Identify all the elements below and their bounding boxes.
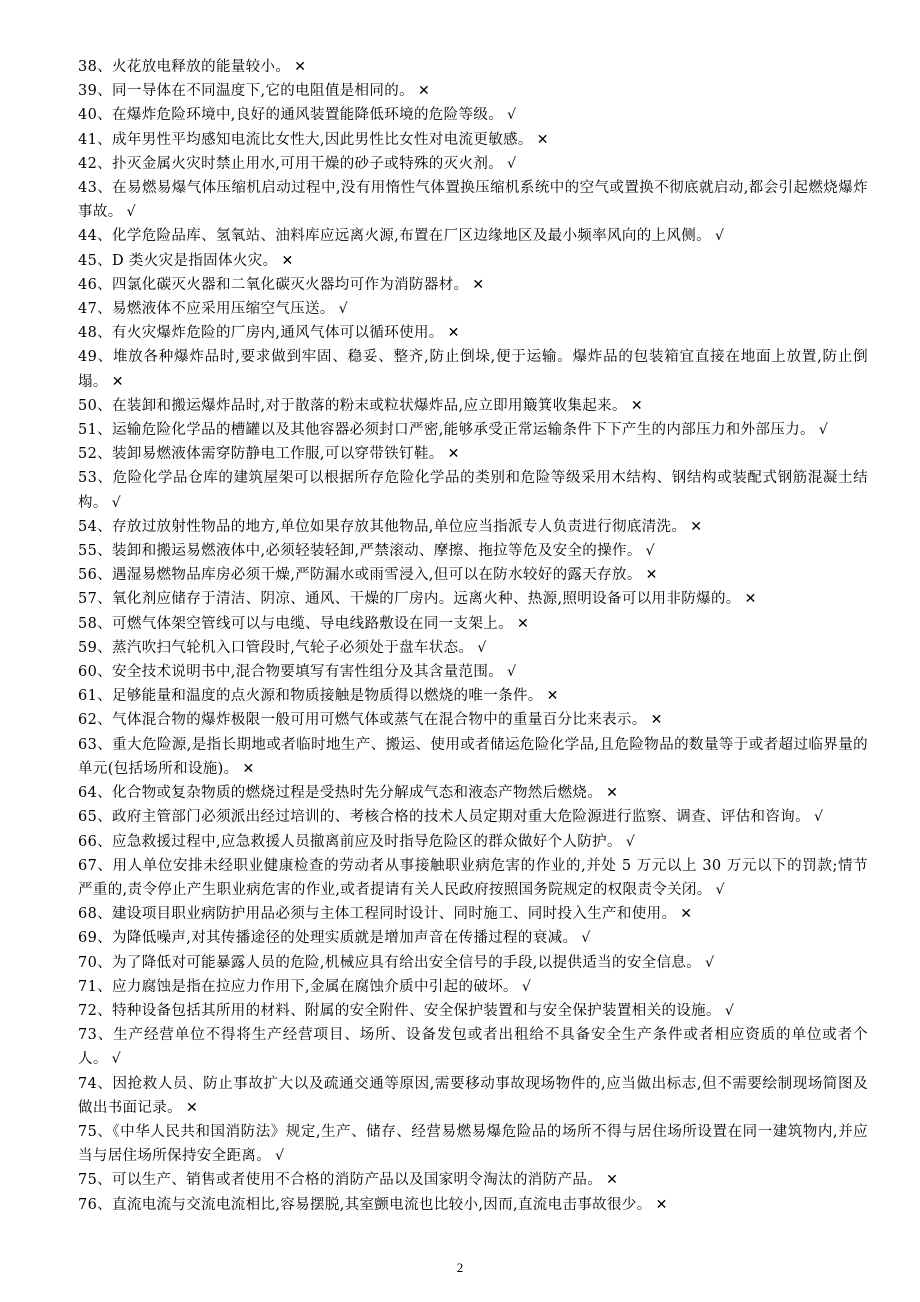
question-text: 39、同一导体在不同温度下,它的电阻值是相同的。 bbox=[78, 83, 414, 100]
question-item bbox=[78, 636, 868, 660]
question-text: 47、易燃液体不应采用压缩空气压送。 bbox=[78, 301, 335, 318]
question-item bbox=[78, 1120, 868, 1168]
question-text: 52、装卸易燃液体需穿防静电工作服,可以穿带铁钉鞋。 bbox=[78, 446, 444, 463]
question-text: 61、足够能量和温度的点火源和物质接触是物质得以燃烧的唯一条件。 bbox=[78, 688, 543, 705]
question-text: 75、《中华人民共和国消防法》规定,生产、储存、经营易燃易爆危险品的场所不得与居住场所设置在同一建筑物内,并应当与居住场所保持安全距离。 bbox=[78, 1123, 868, 1165]
question-text: 74、因抢救人员、防止事故扩大以及疏通交通等原因,需要移动事故现场物件的,应当做出标志,但不需要绘制现场简图及做出书面记录。 bbox=[78, 1075, 868, 1116]
incorrect-mark: ✕ bbox=[536, 131, 549, 148]
incorrect-mark: ✕ bbox=[630, 397, 643, 414]
question-item bbox=[78, 273, 868, 297]
question-text: 72、特种设备包括其所用的材料、附属的安全附件、安全保护装置和与安全保护装置相关的设施。 bbox=[78, 1002, 721, 1019]
question-text: 67、用人单位安排未经职业健康检查的劳动者从事接触职业病危害的作业的,并处 5 万元以上 30 万元以下的罚款;情节严重的,责令停止产生职业病危害的作业,或者提请有关人民政府按照国务院规定的权限责令关闭。 bbox=[78, 857, 868, 898]
question-text: 41、成年男性平均感知电流比女性大,因此男性比女性对电流更敏感。 bbox=[78, 131, 533, 148]
question-item bbox=[78, 951, 868, 975]
question-item bbox=[78, 55, 868, 79]
incorrect-mark: ✕ bbox=[650, 712, 663, 729]
correct-mark: √ bbox=[275, 1148, 285, 1165]
question-text: 73、生产经营单位不得将生产经营项目、场所、设备发包或者出租给不具备安全生产条件或者相应资质的单位或者个人。 bbox=[78, 1027, 868, 1068]
question-text: 58、可燃气体架空管线可以与电缆、导电线路敷设在同一支架上。 bbox=[78, 615, 513, 632]
question-text: 69、为降低噪声,对其传播途径的处理实质就是增加声音在传播过程的衰减。 bbox=[78, 930, 578, 947]
question-item bbox=[78, 128, 868, 152]
question-text: 49、堆放各种爆炸品时,要求做到牢固、稳妥、整齐,防止倒垛,便于运输。爆炸品的包装箱宜直接在地面上放置,防止倒塌。 bbox=[78, 349, 868, 390]
question-text: 44、化学危险品库、氢氧站、油料库应远离火源,布置在厂区边缘地区及最小频率风向的上风侧。 bbox=[78, 228, 711, 245]
question-text: 55、装卸和搬运易燃液体中,必须轻装轻卸,严禁滚动、摩擦、拖拉等危及安全的操作。 bbox=[78, 543, 642, 560]
incorrect-mark: ✕ bbox=[447, 325, 460, 342]
question-item bbox=[78, 660, 868, 684]
incorrect-mark: ✕ bbox=[242, 760, 255, 777]
question-text: 65、政府主管部门必须派出经过培训的、考核合格的技术人员定期对重大危险源进行监察、调查、评估和咨询。 bbox=[78, 809, 810, 826]
question-item bbox=[78, 587, 868, 611]
question-text: 45、D 类火灾是指固体火灾。 bbox=[78, 252, 278, 269]
correct-mark: √ bbox=[813, 809, 824, 826]
incorrect-mark: ✕ bbox=[111, 373, 124, 390]
question-item bbox=[78, 394, 868, 418]
question-text: 70、为了降低对可能暴露人员的危险,机械应具有给出安全信号的手段,以提供适当的安全信息。 bbox=[78, 954, 702, 971]
incorrect-mark: ✕ bbox=[690, 518, 703, 535]
question-text: 62、气体混合物的爆炸极限一般可用可燃气体或蒸气在混合物中的重量百分比来表示。 bbox=[78, 712, 647, 729]
correct-mark: √ bbox=[715, 881, 725, 898]
question-item bbox=[78, 224, 868, 248]
question-item bbox=[78, 854, 868, 902]
question-text: 51、运输危险化学品的槽罐以及其他容器必须封口严密,能够承受正常运输条件下下产生的内部压力和外部压力。 bbox=[78, 422, 815, 439]
question-item bbox=[78, 902, 868, 926]
question-text: 75、可以生产、销售或者使用不合格的消防产品以及国家明令淘汰的消防产品。 bbox=[78, 1172, 603, 1189]
question-text: 42、扑灭金属火灾时禁止用水,可用干燥的砂子或特殊的灭火剂。 bbox=[78, 155, 504, 172]
question-item bbox=[78, 926, 868, 950]
question-item bbox=[78, 466, 868, 514]
question-item bbox=[78, 999, 868, 1023]
incorrect-mark: ✕ bbox=[680, 906, 693, 923]
correct-mark: √ bbox=[507, 155, 517, 172]
incorrect-mark: ✕ bbox=[744, 591, 757, 608]
incorrect-mark: ✕ bbox=[472, 276, 485, 293]
question-text: 53、危险化学品仓库的建筑屋架可以根据所存危险化学品的类别和危险等级采用木结构、钢结构或装配式钢筋混凝土结构。 bbox=[78, 470, 868, 511]
question-item bbox=[78, 830, 868, 854]
question-text: 68、建设项目职业病防护用品必须与主体工程同时设计、同时施工、同时投入生产和使用。 bbox=[78, 906, 677, 923]
question-item bbox=[78, 515, 868, 539]
question-item bbox=[78, 684, 868, 708]
incorrect-mark: ✕ bbox=[447, 446, 460, 463]
question-item bbox=[78, 418, 868, 442]
correct-mark: √ bbox=[111, 1051, 121, 1068]
question-text: 50、在装卸和搬运爆炸品时,对于散落的粉末或粒状爆炸品,应立即用簸箕收集起来。 bbox=[78, 397, 627, 414]
question-text: 40、在爆炸危险环境中,良好的通风装置能降低环境的危险等级。 bbox=[78, 107, 504, 124]
correct-mark: √ bbox=[507, 664, 517, 681]
correct-mark: √ bbox=[625, 833, 636, 850]
correct-mark: √ bbox=[645, 543, 655, 560]
question-item bbox=[78, 297, 868, 321]
correct-mark: √ bbox=[705, 954, 715, 971]
question-item bbox=[78, 1072, 868, 1120]
question-text: 63、重大危险源,是指长期地或者临时地生产、搬运、使用或者储运危险化学品,且危险物品的数量等于或者超过临界量的单元(包括场所和设施)。 bbox=[78, 736, 868, 777]
question-item bbox=[78, 1168, 868, 1192]
correct-mark: √ bbox=[477, 639, 487, 656]
question-item bbox=[78, 79, 868, 103]
correct-mark: √ bbox=[338, 301, 349, 318]
question-item bbox=[78, 708, 868, 732]
incorrect-mark: ✕ bbox=[546, 688, 559, 705]
incorrect-mark: ✕ bbox=[606, 1172, 619, 1189]
incorrect-mark: ✕ bbox=[281, 252, 294, 269]
incorrect-mark: ✕ bbox=[645, 567, 658, 584]
correct-mark: √ bbox=[581, 930, 591, 947]
question-text: 48、有火灾爆炸危险的厂房内,通风气体可以循环使用。 bbox=[78, 325, 444, 342]
question-list bbox=[78, 55, 868, 1217]
incorrect-mark: ✕ bbox=[294, 59, 307, 75]
question-item bbox=[78, 733, 868, 781]
question-text: 38、火花放电释放的能量较小。 bbox=[78, 59, 291, 75]
question-item bbox=[78, 539, 868, 563]
question-item bbox=[78, 563, 868, 587]
question-text: 76、直流电流与交流电流相比,容易摆脱,其室颤电流也比较小,因而,直流电击事故很少。 bbox=[78, 1196, 652, 1213]
question-item bbox=[78, 152, 868, 176]
question-item bbox=[78, 1023, 868, 1071]
question-text: 60、安全技术说明书中,混合物要填写有害性组分及其含量范围。 bbox=[78, 664, 504, 681]
correct-mark: √ bbox=[714, 228, 725, 245]
incorrect-mark: ✕ bbox=[606, 785, 619, 802]
correct-mark: √ bbox=[507, 107, 517, 124]
question-text: 43、在易燃易爆气体压缩机启动过程中,没有用惰性气体置换压缩机系统中的空气或置换不彻底就启动,都会引起燃烧爆炸事故。 bbox=[78, 180, 868, 221]
page-number: 2 bbox=[456, 1260, 464, 1275]
question-text: 57、氧化剂应储存于清洁、阴凉、通风、干燥的厂房内。远离火种、热源,照明设备可以用非防爆的。 bbox=[78, 591, 741, 608]
question-text: 54、存放过放射性物品的地方,单位如果存放其他物品,单位应当指派专人负责进行彻底清洗。 bbox=[78, 518, 687, 535]
question-text: 56、遇湿易燃物品库房必须干燥,严防漏水或雨雪浸入,但可以在防水较好的露天存放。 bbox=[78, 567, 642, 584]
question-text: 71、应力腐蚀是指在拉应力作用下,金属在腐蚀介质中引起的破坏。 bbox=[78, 978, 518, 995]
incorrect-mark: ✕ bbox=[185, 1099, 199, 1116]
correct-mark: √ bbox=[818, 422, 829, 439]
question-item bbox=[78, 1193, 868, 1217]
question-text: 64、化合物或复杂物质的燃烧过程是受热时先分解成气态和液态产物然后燃烧。 bbox=[78, 785, 603, 802]
question-item bbox=[78, 103, 868, 127]
question-item bbox=[78, 805, 868, 829]
correct-mark: √ bbox=[111, 494, 121, 511]
question-item bbox=[78, 345, 868, 393]
question-text: 59、蒸汽吹扫气轮机入口管段时,气轮子必须处于盘车状态。 bbox=[78, 639, 474, 656]
question-text: 66、应急救援过程中,应急救援人员撤离前应及时指导危险区的群众做好个人防护。 bbox=[78, 833, 622, 850]
correct-mark: √ bbox=[724, 1002, 735, 1019]
question-item bbox=[78, 442, 868, 466]
incorrect-mark: ✕ bbox=[417, 83, 431, 100]
question-item bbox=[78, 176, 868, 224]
question-item bbox=[78, 321, 868, 345]
correct-mark: √ bbox=[126, 204, 136, 221]
question-item bbox=[78, 781, 868, 805]
question-text: 46、四氯化碳灭火器和二氧化碳灭火器均可作为消防器材。 bbox=[78, 276, 469, 293]
question-item bbox=[78, 249, 868, 273]
incorrect-mark: ✕ bbox=[655, 1196, 668, 1213]
question-item bbox=[78, 612, 868, 636]
question-item bbox=[78, 975, 868, 999]
incorrect-mark: ✕ bbox=[516, 615, 530, 632]
correct-mark: √ bbox=[521, 978, 532, 995]
